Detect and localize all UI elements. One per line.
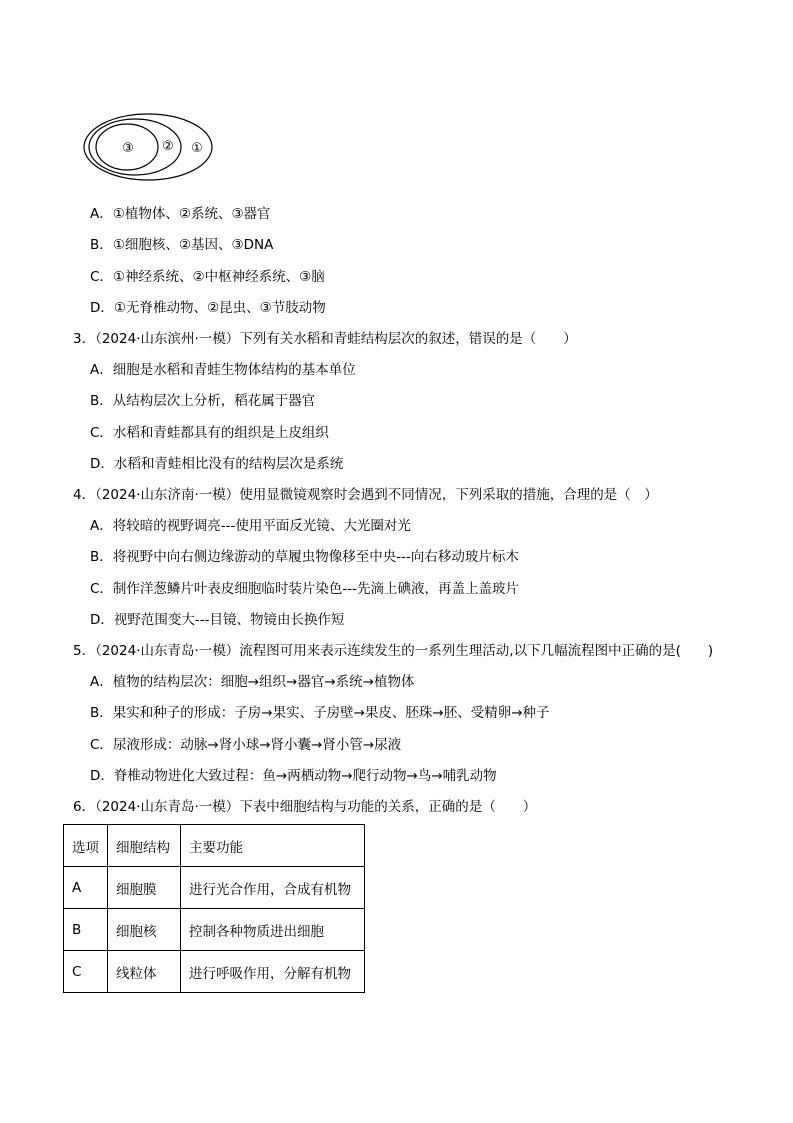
q4-option-d: D．视野范围变大---目镜、物镜由长换作短 bbox=[90, 612, 345, 628]
q4-option-a: A．将较暗的视野调亮---使用平面反光镜、大光圈对光 bbox=[90, 518, 411, 534]
table-header-cell: 细胞结构 bbox=[108, 825, 181, 867]
q6-stem: 6．（2024·山东青岛·一模）下表中细胞结构与功能的关系，正确的是（ ） bbox=[73, 799, 537, 815]
label-3: ③ bbox=[122, 141, 134, 156]
q4-option-b: B．将视野中向右侧边缘游动的草履虫物像移至中央---向右移动玻片标木 bbox=[90, 549, 519, 565]
q4-option-c: C．制作洋葱鳞片叶表皮细胞临时装片染色---先滴上碘液，再盖上盖玻片 bbox=[90, 581, 520, 597]
q5-option-d: D．脊椎动物进化大致过程：鱼→两栖动物→爬行动物→鸟→哺乳动物 bbox=[90, 768, 497, 784]
table-cell: 细胞核 bbox=[108, 909, 181, 951]
table-cell: 线粒体 bbox=[108, 951, 181, 993]
q3-stem: 3．（2024·山东滨州·一模）下列有关水稻和青蛙结构层次的叙述，错误的是（ ） bbox=[73, 331, 577, 347]
table-cell: A bbox=[64, 867, 108, 909]
table-header-row bbox=[64, 825, 365, 867]
label-2: ② bbox=[162, 139, 174, 154]
q3-option-c: C．水稻和青蛙都具有的组织是上皮组织 bbox=[90, 425, 329, 441]
table-cell: 细胞膜 bbox=[108, 867, 181, 909]
table-cell: 进行光合作用，合成有机物 bbox=[181, 867, 365, 909]
q3-option-a: A．细胞是水稻和青蛙生物体结构的基本单位 bbox=[90, 362, 356, 378]
q5-option-b: B．果实和种子的形成：子房→果实、子房壁→果皮、胚珠→胚、受精卵→种子 bbox=[90, 705, 550, 721]
q3-option-b: B．从结构层次上分析，稻花属于器官 bbox=[90, 393, 316, 409]
cell-structure-table bbox=[63, 824, 365, 993]
q5-option-c: C．尿液形成：动脉→肾小球→肾小囊→肾小管→尿液 bbox=[90, 737, 402, 753]
q5-stem: 5．（2024·山东青岛·一模）流程图可用来表示连续发生的一系列生理活动,以下几幅流程图中正确的是( ) bbox=[73, 643, 714, 659]
q2-option-b: B．①细胞核、②基因、③DNA bbox=[90, 237, 274, 253]
table-cell: 控制各种物质进出细胞 bbox=[181, 909, 365, 951]
table-cell: B bbox=[64, 909, 108, 951]
table-header-cell: 主要功能 bbox=[181, 825, 365, 867]
nested-circles-diagram bbox=[80, 112, 220, 184]
table-row bbox=[64, 909, 365, 951]
q3-option-d: D．水稻和青蛙相比没有的结构层次是系统 bbox=[90, 456, 344, 472]
q4-stem: 4．（2024·山东济南·一模）使用显微镜观察时会遇到不同情况，下列采取的措施，合理的是（ ） bbox=[73, 487, 658, 503]
q2-option-a: A．①植物体、②系统、③器官 bbox=[90, 206, 271, 222]
table-cell: 进行呼吸作用，分解有机物 bbox=[181, 951, 365, 993]
table-row bbox=[64, 867, 365, 909]
q2-option-d: D．①无脊椎动物、②昆虫、③节肢动物 bbox=[90, 300, 326, 316]
label-1: ① bbox=[191, 141, 203, 156]
q2-option-c: C．①神经系统、②中枢神经系统、③脑 bbox=[90, 269, 325, 285]
table-row bbox=[64, 951, 365, 993]
q5-option-a: A．植物的结构层次：细胞→组织→器官→系统→植物体 bbox=[90, 674, 415, 690]
table-cell: C bbox=[64, 951, 108, 993]
table-header-cell: 选项 bbox=[64, 825, 108, 867]
